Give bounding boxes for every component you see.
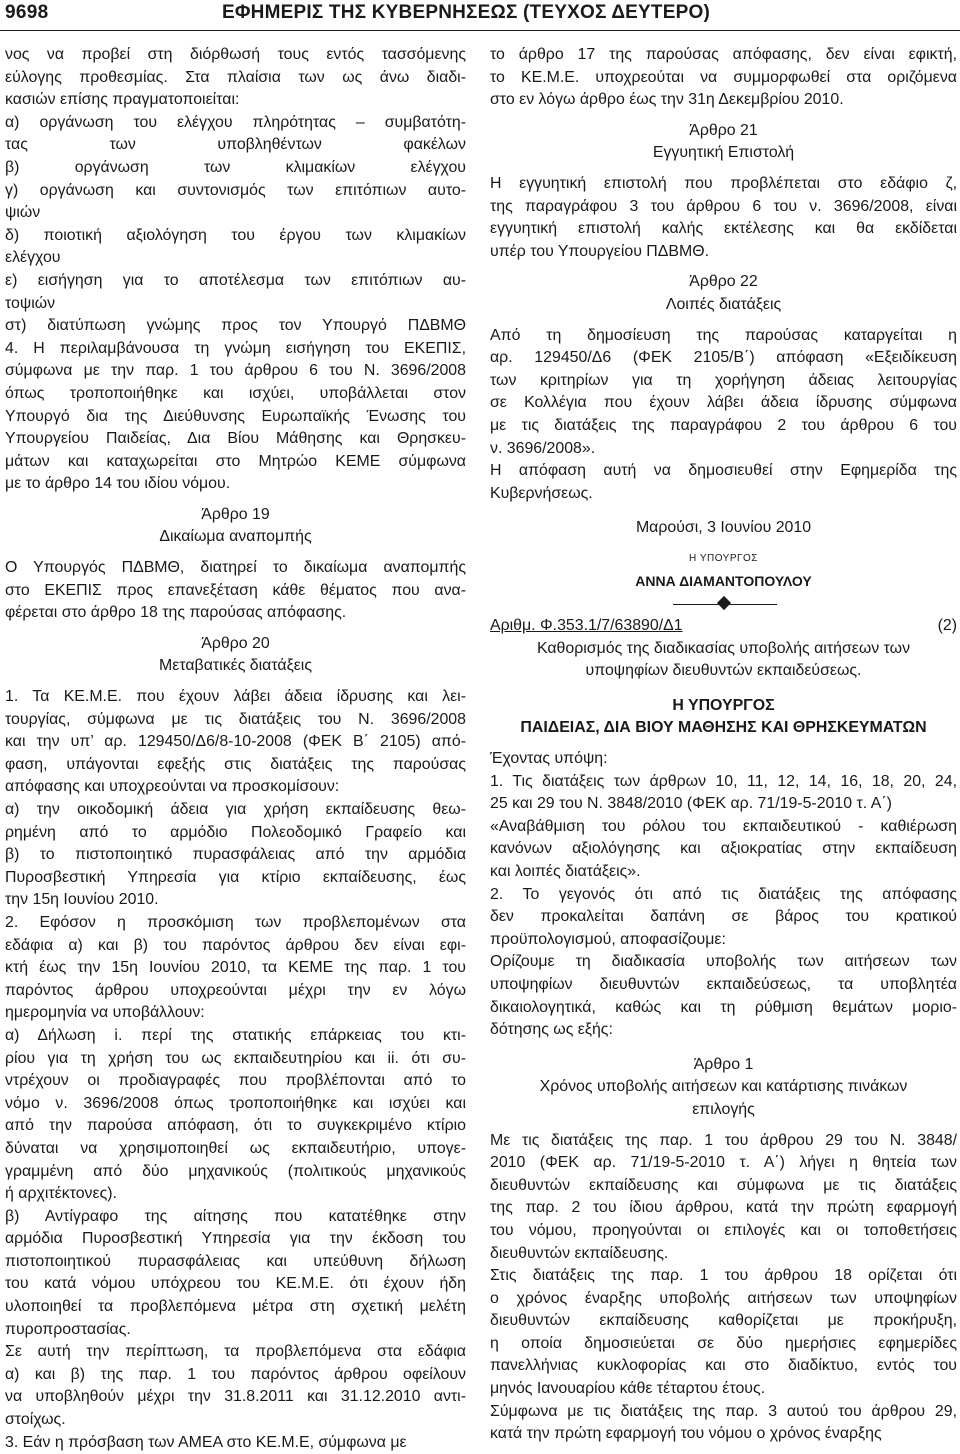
text-line: Χρόνος υποβολής αιτήσεων και κατάρτισης πινάκων — [539, 1078, 908, 1096]
text-line: γραμμένη από δύο μηχανικούς (πολιτικούς μηχανικούς — [5, 1162, 466, 1180]
text-line: ημερομηνία να υποβάλλουν: — [5, 1004, 205, 1022]
text-line: του κατά νόμου υπόχρεου του ΚΕ.Μ.Ε. ότι έχουν ήδη — [5, 1275, 466, 1293]
text-line: το ΚΕ.Μ.Ε. υποχρεούται να συμμορφωθεί στα οριζόμενα — [490, 68, 957, 86]
text-line: δύναται να χρησιμοποιηθεί ως εκπαιδευτήριο, υπογε- — [5, 1139, 466, 1157]
text-line: ψιών — [5, 204, 41, 222]
text-line: 1. Τα ΚΕ.Μ.Ε. που έχουν λάβει άδεια ίδρυσης και λει- — [5, 688, 466, 706]
text-line: επιλογής — [692, 1100, 755, 1118]
right-column — [490, 44, 957, 1446]
text-line: 2010 (ΦΕΚ αρ. 71/19-5-2010 τ. Α΄) λήγει η θητεία των — [490, 1154, 957, 1172]
paragraph-block — [490, 1130, 957, 1446]
paragraph-block — [490, 173, 957, 263]
text-line: γ) οργάνωση και συντονισμός των επιτόπιων αυτο- — [5, 181, 466, 199]
text-line: υλοποιηθεί τα προβλεπόμενα μέτρα στη σχετική μελέτη — [5, 1298, 466, 1316]
paragraph-block — [5, 557, 466, 625]
text-line: Έχοντας υπόψη: — [490, 750, 608, 768]
text-line: πιστοποιητικού πυρασφάλειας και υπεύθυνη δήλωση — [5, 1252, 466, 1270]
article-22-title: Άρθρο 22 — [689, 273, 758, 291]
article-19-title: Άρθρο 19 — [201, 505, 270, 523]
text-line: η οποία δημοσιεύεται σε δύο ημερήσιες εφημερίδες — [490, 1334, 957, 1352]
text-line: Πυροσβεστική Υπηρεσία για κτίριο εκπαίδευσης, έως — [5, 868, 466, 886]
text-line: και την υπ’ αρ. 129450/Δ6/8-10-2008 (ΦΕΚ Β΄ 2105) από- — [5, 733, 466, 751]
text-line: Καθορισμός της διαδικασίας υποβολής αιτήσεων των — [536, 639, 911, 657]
article-21-title: Άρθρο 21 — [689, 121, 758, 139]
text-line: ο χρόνος έναρξης υποβολής αιτήσεων των υποψηφίων — [490, 1289, 957, 1307]
text-line: φαση, υπάγονται εφεξής στις διατάξεις της παρούσας — [5, 755, 466, 773]
text-line: υποψηφίων διευθυντών εκπαιδεύσεως. — [585, 662, 862, 680]
text-line: 3. Εάν η πρόσβαση των ΑΜΕΑ στο ΚΕ.Μ.Ε, σύμφωνα με — [5, 1433, 407, 1451]
text-line: πυροπροστασίας. — [5, 1320, 131, 1338]
text-line: στοίχως. — [5, 1411, 66, 1429]
text-line: στ) διατύπωση γνώμης προς τον Υπουργό ΠΔΒΜΘ — [5, 317, 466, 335]
signer-role: Η ΥΠΟΥΡΓΟΣ — [689, 552, 758, 564]
page-number: 9698 — [5, 2, 49, 23]
text-line: νος να προβεί στη διόρθωσή τους εντός τασσόμενης — [5, 46, 466, 63]
reference-sequence: (2) — [937, 617, 957, 635]
text-line: 25 και 29 του Ν. 3848/2010 (ΦΕΚ αρ. 71/19-5-2010 τ. Α΄) — [490, 795, 892, 813]
text-line: Στις διατάξεις της παρ. 1 του άρθρου 18 ορίζεται ότι — [490, 1267, 957, 1285]
article-20-subtitle: Μεταβατικές διατάξεις — [159, 657, 312, 675]
gazette-title: ΕΦΗΜΕΡΙΣ ΤΗΣ ΚΥΒΕΡΝΗΣΕΩΣ (ΤΕΥΧΟΣ ΔΕΥΤΕΡΟ) — [222, 2, 710, 23]
text-line: τουργίας, σύμφωνα με τις διατάξεις του Ν. 3696/2008 — [5, 710, 466, 728]
text-line: ρίου για τη χρήση του ως εκπαιδευτηρίου και ii. ότι συ- — [5, 1049, 466, 1067]
text-line: β) το πιστοποιητικό πυρασφάλειας από την αρμόδια — [5, 846, 466, 864]
article-20-title: Άρθρο 20 — [201, 634, 270, 652]
section-separator — [490, 593, 957, 615]
text-line: σε Κολλέγια που έχουν λάβει άδεια ίδρυσης σύμφωνα — [490, 394, 957, 412]
text-line: απόφασης και υποχρεούνται να προσκομίσουν: — [5, 778, 340, 796]
paragraph-block — [5, 44, 466, 496]
text-line: υποψηφίων διευθυντών εκπαιδεύσεως, τα υποβλητέα — [490, 975, 957, 993]
text-line: και λοιπές διατάξεις». — [490, 863, 641, 880]
text-line: β) Αντίγραφο της αίτησης που κατατέθηκε στην — [5, 1207, 466, 1225]
text-line: ν. 3696/2008». — [490, 439, 596, 457]
text-line: ντρέχουν οι προδιαγραφές που προβλέπονται από το — [5, 1072, 466, 1090]
article-1-subtitle — [490, 1076, 957, 1121]
text-line: στο ΕΚΕΠΙΣ προς επανεξέταση κάθε θέματος που ανα- — [5, 581, 466, 599]
text-line: β) οργάνωση των κλιμακίων ελέγχου — [5, 158, 466, 176]
text-line: στο εν λόγω άρθρο έως την 31η Δεκεμβρίου 2010. — [490, 91, 844, 109]
text-line: Με τις διατάξεις της παρ. 1 του άρθρου 29 του Ν. 3848/ — [490, 1131, 957, 1149]
text-line: να υποβληθούν μέχρι την 31.8.2011 και 31.12.2010 αντι- — [5, 1388, 466, 1406]
text-line: κανόνων αξιολόγησης και αξιοκρατίας στην εκπαίδευση — [490, 840, 957, 858]
text-line: Ο Υπουργός ΠΔΒΜΘ, διατηρεί το δικαίωμα αναπομπής — [5, 559, 466, 577]
diamond-icon — [717, 596, 731, 610]
text-line: εγγυητική επιστολή καλής εκτέλεσης και θα εκδίδεται — [490, 220, 957, 238]
text-line: πανελλήνιας κυκλοφορίας και στο διαδίκτυο, εντός του — [490, 1357, 957, 1375]
paragraph-block — [490, 325, 957, 506]
text-line: φέρεται στο άρθρο 18 της παρούσας απόφασης. — [5, 604, 347, 622]
text-line: ή αρχιτέκτονες). — [5, 1185, 117, 1203]
header-divider — [0, 30, 960, 31]
text-line: α) και β) της παρ. 1 του παρόντος άρθρου οφείλουν — [5, 1365, 466, 1383]
text-line: 2. Το γεγονός ότι από τις διατάξεις της απόφασης — [490, 885, 957, 903]
decision-title — [490, 638, 957, 683]
text-line: Η εγγυητική επιστολή που προβλέπεται στο εδάφιο ζ, — [490, 174, 957, 192]
paragraph-block — [5, 686, 466, 1454]
text-line: διευθυντών εκπαίδευσης καθορίζεται με προκήρυξη, — [490, 1312, 957, 1330]
text-line: Η απόφαση αυτή να δημοσιευθεί στην Εφημερίδα της — [490, 462, 957, 480]
text-line: τοψιών — [5, 294, 56, 312]
text-line: κατά την πρώτη εφαρμογή του νόμου ο χρόνος έναρξης — [490, 1425, 882, 1443]
ministry-heading: ΠΑΙΔΕΙΑΣ, ΔΙΑ ΒΙΟΥ ΜΑΘΗΣΗΣ ΚΑΙ ΘΡΗΣΚΕΥΜΑΤΩΝ — [520, 719, 927, 737]
text-line: το άρθρο 17 της παρούσας απόφασης, δεν είναι εφικτή, — [490, 46, 957, 63]
article-21-subtitle: Εγγυητική Επιστολή — [652, 144, 795, 162]
text-line: Σε αυτή την περίπτωση, τα προβλεπόμενα στα εδάφια — [5, 1343, 466, 1361]
article-22-subtitle: Λοιπές διατάξεις — [665, 295, 782, 313]
article-19-subtitle: Δικαίωμα αναπομπής — [159, 528, 312, 546]
text-line: εύλογης προθεσμίας. Στα πλαίσια των ως άνω διαδι- — [5, 68, 466, 86]
text-line: Υπουργό δια της Διεύθυνσης Ευρωπαϊκής Ένωσης του — [5, 407, 466, 425]
text-line: Σύμφωνα με τις διατάξεις της παρ. 3 αυτού του άρθρου 29, — [490, 1402, 957, 1420]
text-line: του νόμου, προηγούνται οι επιλογές και οι τοποθετήσεις — [490, 1221, 957, 1239]
text-line: από την παρούσα απόφαση, ότι το συγκεκριμένο κτίριο — [5, 1117, 466, 1135]
text-line: α) Δήλωση i. περί της στατικής επάρκειας του κτι- — [5, 1026, 466, 1044]
page-header — [0, 0, 960, 34]
article-1-title: Άρθρο 1 — [693, 1055, 754, 1073]
text-line: αρμόδια Πυροσβεστική Υπηρεσία για την έκδοση του — [5, 1230, 466, 1248]
text-line: μηνός Ιανουαρίου κάθε τέταρτου έτους. — [490, 1380, 766, 1398]
reference-number: Αριθμ. Φ.353.1/7/63890/Δ1 — [490, 617, 683, 635]
text-line: προϋπολογισμού, αποφασίζουμε: — [490, 930, 726, 948]
text-line: με τις διατάξεις της παραγράφου 2 του άρθρου 6 του — [490, 416, 957, 434]
text-line: μάτων και καταχωρείται στο Μητρώο ΚΕΜΕ σύμφωνα — [5, 452, 466, 470]
text-line: σύμφωνα με την παρ. 1 του άρθρου 6 του Ν. 3696/2008 — [5, 362, 466, 380]
text-line: της παραγράφου 3 του άρθρου 6 του ν. 3696/2008, είναι — [490, 197, 957, 215]
text-line: Υπουργείου Παιδείας, Δια Βίου Μάθησης και Θρησκευ- — [5, 430, 466, 448]
text-line: δικαιολογητικά, καθώς και τη ρύθμιση θεμάτων μοριο- — [490, 998, 957, 1016]
text-line: κασιών επίσης πραγματοποιείται: — [5, 91, 240, 109]
text-line: 2. Εφόσον η προσκόμιση των προβλεπομένων στα — [5, 913, 466, 931]
text-line: ε) εισήγηση για το αποτέλεσμα των επιτόπιων αυ- — [5, 271, 466, 289]
text-line: εδάφια α) και β) του παρόντος άρθρου δεν είναι εφι- — [5, 936, 466, 954]
text-line: Από τη δημοσίευση της παρούσας καταργείται η — [490, 326, 957, 344]
text-line: «Αναβάθμιση του ρόλου του εκπαιδευτικού - καθιέρωση — [490, 817, 957, 835]
text-line: την 15η Ιουνίου 2010. — [5, 891, 159, 909]
text-line: 4. Η περιλαμβάνουσα τη γνώμη εισήγηση του ΕΚΕΠΙΣ, — [5, 339, 466, 357]
text-line: υπέρ του Υπουργείου ΠΔΒΜΘ. — [490, 242, 710, 260]
paragraph-block — [490, 44, 957, 112]
text-line: με το άρθρο 14 του ιδίου νόμου. — [5, 475, 231, 493]
text-line: δότησης ως εξής: — [490, 1021, 613, 1039]
authority-heading: Η ΥΠΟΥΡΓΟΣ — [672, 696, 775, 714]
text-line: ελέγχου — [5, 249, 61, 267]
text-line: των κριτηρίων για τη χορήγηση άδειας λειτουργίας — [490, 371, 957, 389]
place-date: Μαρούσι, 3 Ιουνίου 2010 — [635, 519, 812, 537]
text-line: ρημένη από το αρμόδιο Πολεοδομικό Γραφείο και — [5, 823, 466, 841]
signer-name: ΑΝΝΑ ΔΙΑΜΑΝΤΟΠΟΥΛΟΥ — [635, 573, 812, 590]
text-line: νόμο ν. 3696/2008 όπως τροποποιήθηκε και ισχύει και — [5, 1094, 466, 1112]
left-column — [5, 44, 466, 1454]
text-line: 1. Τις διατάξεις των άρθρων 10, 11, 12, 14, 16, 18, 20, 24, — [490, 772, 957, 790]
text-line: της παρ. 2 του ίδιου άρθρου, κατά την πρώτη εφαρμογή — [490, 1199, 957, 1217]
text-line: δ) ποιοτική αξιολόγηση του έργου των κλιμακίων — [5, 226, 466, 244]
text-line: αρ. 129450/Δ6 (ΦΕΚ 2105/Β΄) απόφαση «Εξειδίκευση — [490, 349, 957, 367]
paragraph-block — [490, 748, 957, 1042]
decision-reference — [490, 615, 957, 638]
text-line: Κυβερνήσεως. — [490, 484, 593, 502]
text-line: Ορίζουμε τη διαδικασία υποβολής των αιτήσεων των — [490, 953, 957, 971]
text-line: α) οργάνωση του ελέγχου πληρότητας – συμβατότη- — [5, 113, 466, 131]
text-line: κτή έως την 15η Ιουνίου 2010, τα ΚΕΜΕ της παρ. 1 του — [5, 959, 466, 977]
text-line: α) την οικοδομική άδεια για χρήση εκπαίδευσης θεω- — [5, 801, 466, 818]
text-line: τας των υποβληθέντων φακέλων — [5, 136, 466, 154]
text-line: δεν προκαλείται δαπάνη σε βάρος του κρατικού — [490, 908, 957, 926]
text-line: παρόντος άρθρου υποχρεούνται μέχρι την εν λόγω — [5, 981, 466, 999]
text-line: όπως τροποποιήθηκε και ισχύει, υποβάλλεται στον — [5, 384, 466, 402]
text-line: διευθυντών εκπαίδευσης και σύμφωνα με τις διατάξεις — [490, 1176, 957, 1194]
text-line: διευθυντών εκπαίδευσης. — [490, 1244, 669, 1262]
